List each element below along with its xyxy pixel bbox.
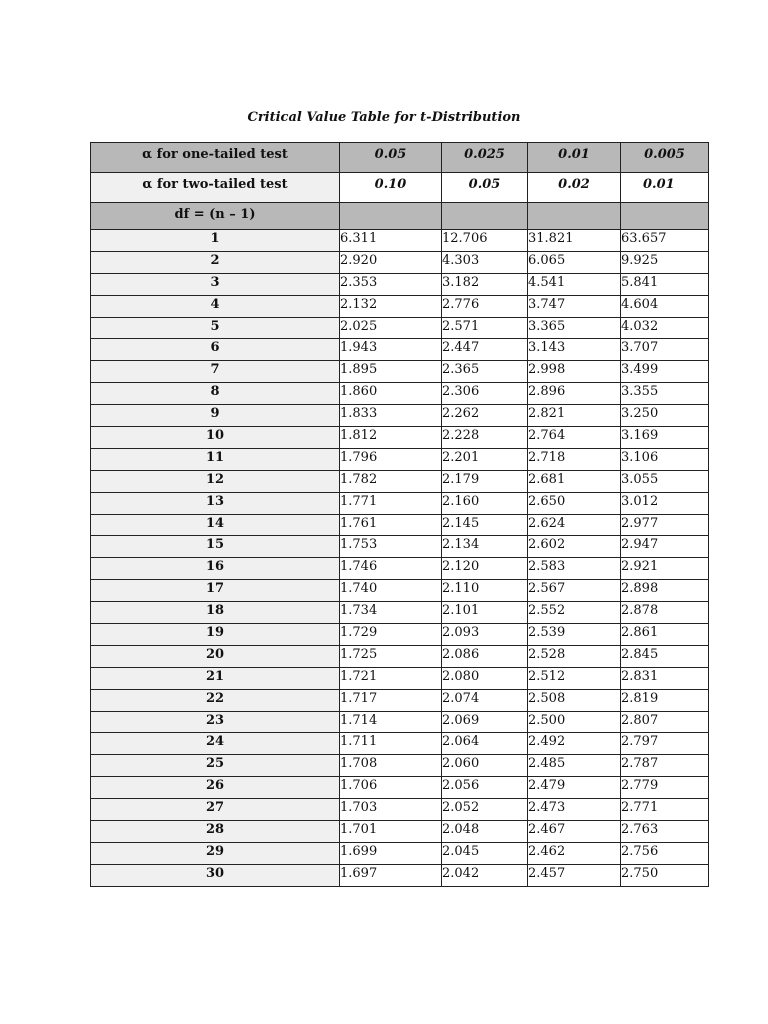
critical-value-cell: 1.711 — [340, 733, 442, 755]
critical-value-cell: 2.262 — [442, 405, 528, 427]
critical-value-cell: 4.303 — [442, 251, 528, 273]
df-cell: 7 — [91, 361, 340, 383]
critical-value-cell: 2.145 — [442, 514, 528, 536]
df-cell: 22 — [91, 689, 340, 711]
critical-value-cell: 2.650 — [528, 492, 621, 514]
critical-value-cell: 2.467 — [528, 821, 621, 843]
critical-value-cell: 3.055 — [621, 470, 709, 492]
header-row-one-tailed — [91, 143, 709, 173]
critical-value-cell: 1.697 — [340, 864, 442, 886]
df-cell: 1 — [91, 230, 340, 252]
critical-value-cell: 6.311 — [340, 230, 442, 252]
critical-value-cell: 3.106 — [621, 448, 709, 470]
critical-value-cell: 2.069 — [442, 711, 528, 733]
critical-value-cell: 2.807 — [621, 711, 709, 733]
table-row — [91, 602, 709, 624]
df-cell: 11 — [91, 448, 340, 470]
critical-value-cell: 2.060 — [442, 755, 528, 777]
one-tailed-label: α for one-tailed test — [91, 143, 340, 173]
df-cell: 18 — [91, 602, 340, 624]
critical-value-cell: 1.725 — [340, 645, 442, 667]
critical-value-cell: 2.042 — [442, 864, 528, 886]
df-cell: 8 — [91, 383, 340, 405]
critical-value-cell: 2.064 — [442, 733, 528, 755]
critical-value-cell: 1.706 — [340, 777, 442, 799]
df-cell: 23 — [91, 711, 340, 733]
empty-header-cell — [340, 203, 442, 230]
critical-value-cell: 2.845 — [621, 645, 709, 667]
critical-value-cell: 2.571 — [442, 317, 528, 339]
critical-value-cell: 2.025 — [340, 317, 442, 339]
critical-value-cell: 12.706 — [442, 230, 528, 252]
critical-value-cell: 2.492 — [528, 733, 621, 755]
critical-value-cell: 1.734 — [340, 602, 442, 624]
table-row — [91, 821, 709, 843]
critical-value-cell: 1.729 — [340, 624, 442, 646]
table-row — [91, 427, 709, 449]
df-cell: 30 — [91, 864, 340, 886]
critical-value-cell: 5.841 — [621, 273, 709, 295]
critical-value-cell: 3.747 — [528, 295, 621, 317]
critical-value-cell: 2.353 — [340, 273, 442, 295]
critical-value-cell: 2.093 — [442, 624, 528, 646]
critical-value-cell: 2.920 — [340, 251, 442, 273]
critical-value-cell: 2.797 — [621, 733, 709, 755]
table-row — [91, 339, 709, 361]
critical-value-cell: 2.110 — [442, 580, 528, 602]
critical-value-cell: 3.182 — [442, 273, 528, 295]
table-row — [91, 317, 709, 339]
critical-value-cell: 2.473 — [528, 799, 621, 821]
df-cell: 5 — [91, 317, 340, 339]
df-cell: 6 — [91, 339, 340, 361]
critical-value-cell: 4.032 — [621, 317, 709, 339]
critical-value-cell: 1.701 — [340, 821, 442, 843]
one-tailed-alpha: 0.05 — [340, 143, 442, 173]
table-row — [91, 492, 709, 514]
df-cell: 15 — [91, 536, 340, 558]
critical-value-cell: 2.878 — [621, 602, 709, 624]
df-cell: 13 — [91, 492, 340, 514]
critical-value-cell: 3.499 — [621, 361, 709, 383]
table-row — [91, 230, 709, 252]
df-cell: 29 — [91, 842, 340, 864]
critical-value-cell: 2.485 — [528, 755, 621, 777]
critical-value-cell: 2.602 — [528, 536, 621, 558]
critical-value-cell: 3.365 — [528, 317, 621, 339]
two-tailed-alpha: 0.01 — [621, 173, 709, 203]
critical-value-cell: 1.943 — [340, 339, 442, 361]
df-cell: 4 — [91, 295, 340, 317]
critical-value-cell: 1.796 — [340, 448, 442, 470]
table-row — [91, 667, 709, 689]
table-row — [91, 689, 709, 711]
critical-value-cell: 2.228 — [442, 427, 528, 449]
table-row — [91, 405, 709, 427]
critical-value-cell: 63.657 — [621, 230, 709, 252]
critical-value-cell: 2.101 — [442, 602, 528, 624]
critical-value-cell: 2.048 — [442, 821, 528, 843]
critical-value-cell: 2.056 — [442, 777, 528, 799]
critical-value-cell: 2.763 — [621, 821, 709, 843]
critical-value-cell: 2.898 — [621, 580, 709, 602]
critical-value-cell: 9.925 — [621, 251, 709, 273]
critical-value-cell: 2.512 — [528, 667, 621, 689]
critical-value-cell: 2.921 — [621, 558, 709, 580]
critical-value-cell: 2.508 — [528, 689, 621, 711]
df-cell: 16 — [91, 558, 340, 580]
critical-value-cell: 2.479 — [528, 777, 621, 799]
critical-value-cell: 2.764 — [528, 427, 621, 449]
critical-value-cell: 1.703 — [340, 799, 442, 821]
df-cell: 20 — [91, 645, 340, 667]
critical-value-cell: 2.718 — [528, 448, 621, 470]
critical-value-cell: 2.132 — [340, 295, 442, 317]
critical-value-cell: 4.541 — [528, 273, 621, 295]
critical-value-cell: 2.681 — [528, 470, 621, 492]
two-tailed-alpha: 0.02 — [528, 173, 621, 203]
critical-value-cell: 4.604 — [621, 295, 709, 317]
table-row — [91, 295, 709, 317]
critical-value-cell: 2.160 — [442, 492, 528, 514]
critical-value-cell: 2.457 — [528, 864, 621, 886]
critical-value-cell: 1.699 — [340, 842, 442, 864]
critical-value-cell: 2.624 — [528, 514, 621, 536]
table-row — [91, 711, 709, 733]
df-cell: 12 — [91, 470, 340, 492]
df-cell: 10 — [91, 427, 340, 449]
page-title: Critical Value Table for t-Distribution — [247, 110, 521, 125]
critical-value-cell: 3.707 — [621, 339, 709, 361]
critical-value-cell: 3.012 — [621, 492, 709, 514]
table-row — [91, 580, 709, 602]
critical-value-cell: 1.860 — [340, 383, 442, 405]
table-row — [91, 645, 709, 667]
critical-value-cell: 2.771 — [621, 799, 709, 821]
critical-value-cell: 2.831 — [621, 667, 709, 689]
critical-value-cell: 2.998 — [528, 361, 621, 383]
critical-value-cell: 1.812 — [340, 427, 442, 449]
critical-value-cell: 2.861 — [621, 624, 709, 646]
table-row — [91, 777, 709, 799]
df-cell: 26 — [91, 777, 340, 799]
critical-value-cell: 2.787 — [621, 755, 709, 777]
table-row — [91, 558, 709, 580]
t-distribution-table — [90, 142, 709, 887]
two-tailed-alpha: 0.05 — [442, 173, 528, 203]
df-cell: 17 — [91, 580, 340, 602]
critical-value-cell: 2.583 — [528, 558, 621, 580]
table-row — [91, 383, 709, 405]
critical-value-cell: 2.074 — [442, 689, 528, 711]
critical-value-cell: 1.740 — [340, 580, 442, 602]
df-cell: 28 — [91, 821, 340, 843]
critical-value-cell: 2.306 — [442, 383, 528, 405]
critical-value-cell: 2.947 — [621, 536, 709, 558]
critical-value-cell: 2.086 — [442, 645, 528, 667]
critical-value-cell: 1.721 — [340, 667, 442, 689]
critical-value-cell: 1.761 — [340, 514, 442, 536]
critical-value-cell: 1.771 — [340, 492, 442, 514]
critical-value-cell: 2.779 — [621, 777, 709, 799]
two-tailed-label: α for two-tailed test — [91, 173, 340, 203]
critical-value-cell: 1.833 — [340, 405, 442, 427]
critical-value-cell: 2.819 — [621, 689, 709, 711]
critical-value-cell: 2.201 — [442, 448, 528, 470]
critical-value-cell: 2.120 — [442, 558, 528, 580]
table-row — [91, 514, 709, 536]
table-row — [91, 624, 709, 646]
critical-value-cell: 1.753 — [340, 536, 442, 558]
critical-value-cell: 2.756 — [621, 842, 709, 864]
critical-value-cell: 1.746 — [340, 558, 442, 580]
table-row — [91, 273, 709, 295]
critical-value-cell: 2.528 — [528, 645, 621, 667]
df-cell: 27 — [91, 799, 340, 821]
header-row-two-tailed — [91, 173, 709, 203]
table-row — [91, 251, 709, 273]
empty-header-cell — [528, 203, 621, 230]
table-row — [91, 842, 709, 864]
one-tailed-alpha: 0.005 — [621, 143, 709, 173]
critical-value-cell: 3.250 — [621, 405, 709, 427]
df-cell: 19 — [91, 624, 340, 646]
critical-value-cell: 2.552 — [528, 602, 621, 624]
table-row — [91, 448, 709, 470]
table-row — [91, 799, 709, 821]
empty-header-cell — [442, 203, 528, 230]
table-row — [91, 864, 709, 886]
critical-value-cell: 1.782 — [340, 470, 442, 492]
critical-value-cell: 2.776 — [442, 295, 528, 317]
critical-value-cell: 2.080 — [442, 667, 528, 689]
df-cell: 3 — [91, 273, 340, 295]
table-row — [91, 755, 709, 777]
critical-value-cell: 3.169 — [621, 427, 709, 449]
df-cell: 9 — [91, 405, 340, 427]
table-row — [91, 536, 709, 558]
critical-value-cell: 3.143 — [528, 339, 621, 361]
df-cell: 25 — [91, 755, 340, 777]
critical-value-cell: 31.821 — [528, 230, 621, 252]
critical-value-cell: 2.365 — [442, 361, 528, 383]
two-tailed-alpha: 0.10 — [340, 173, 442, 203]
df-label: df = (n – 1) — [91, 203, 340, 230]
header-row-df — [91, 203, 709, 230]
critical-value-cell: 2.567 — [528, 580, 621, 602]
critical-value-cell: 2.539 — [528, 624, 621, 646]
critical-value-cell: 1.717 — [340, 689, 442, 711]
critical-value-cell: 2.750 — [621, 864, 709, 886]
df-cell: 24 — [91, 733, 340, 755]
critical-value-cell: 2.462 — [528, 842, 621, 864]
critical-value-cell: 2.896 — [528, 383, 621, 405]
one-tailed-alpha: 0.025 — [442, 143, 528, 173]
critical-value-cell: 3.355 — [621, 383, 709, 405]
df-cell: 14 — [91, 514, 340, 536]
critical-value-cell: 2.977 — [621, 514, 709, 536]
critical-value-cell: 1.714 — [340, 711, 442, 733]
table-row — [91, 733, 709, 755]
one-tailed-alpha: 0.01 — [528, 143, 621, 173]
empty-header-cell — [621, 203, 709, 230]
critical-value-cell: 6.065 — [528, 251, 621, 273]
table-row — [91, 361, 709, 383]
critical-value-cell: 2.821 — [528, 405, 621, 427]
critical-value-cell: 2.052 — [442, 799, 528, 821]
df-cell: 2 — [91, 251, 340, 273]
df-cell: 21 — [91, 667, 340, 689]
critical-value-cell: 2.134 — [442, 536, 528, 558]
critical-value-cell: 2.045 — [442, 842, 528, 864]
critical-value-cell: 2.500 — [528, 711, 621, 733]
critical-value-cell: 2.447 — [442, 339, 528, 361]
critical-value-cell: 1.708 — [340, 755, 442, 777]
critical-value-cell: 1.895 — [340, 361, 442, 383]
critical-value-cell: 2.179 — [442, 470, 528, 492]
table-row — [91, 470, 709, 492]
